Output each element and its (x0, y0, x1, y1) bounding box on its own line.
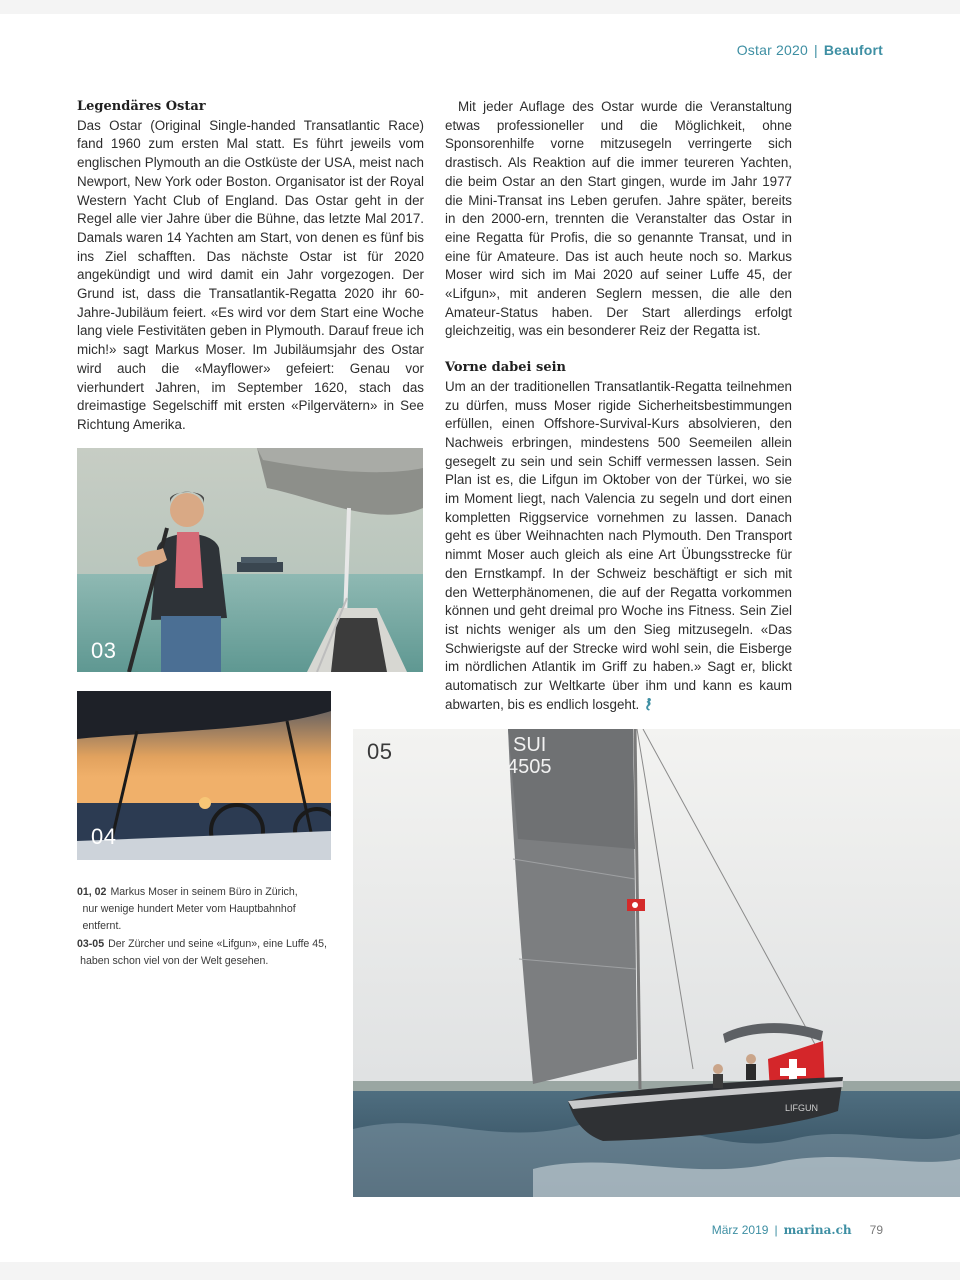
preparation-paragraph (445, 378, 792, 715)
sail-text-number: 4505 (507, 756, 552, 778)
header-separator: | (813, 42, 818, 58)
caption-line: Der Zürcher und seine «Lifgun», eine Luffe 45, (108, 938, 327, 950)
caption-line: entfernt. (82, 920, 122, 932)
caption-03-05 (77, 936, 339, 970)
heading-legendaeres-ostar: Legendäres Ostar (77, 99, 206, 114)
ostar-history-paragraph: Das Ostar (Original Single-handed Transatlantic Race) fand 1960 zum ersten Mal statt. Es führt jeweils vom englischen Plymouth an die Ostküste der USA, meist nach Newport, New York oder Boston. Organisator ist der Royal Western Yacht Club of England. Das Ostar geht in der Regel alle vier Jahre über die Bühne, das letzte Mal 2017. Damals waren 14 Yachten am Start, von denen es fünf bis ins Ziel schafften. Das nächste Ostar ist für 2020 angekündigt und wird damit ein Jahr vorgezogen. Der Grund ist, dass die Transatlantik-Regatta 2020 ihr 60-Jahre-Jubiläum feiert. «Es wird vor dem Start eine Woche lang viele Festivitäten geben in Plymouth. Darauf freue ich mich!» sagt Markus Moser. Im Jubiläumsjahr des Ostar wird auch die «Mayflower» gefeiert: Genau vor vierhundert Jahren, im September 1620, stach das dreimastige Segelschiff mit ersten «Pilgervätern» in See Richtung Amerika. (77, 117, 424, 432)
page-edge-top (0, 0, 960, 14)
caption-01-02 (77, 884, 339, 935)
photo-03-number: 03 (91, 638, 117, 663)
professionalisation-paragraph: Mit jeder Auflage des Ostar wurde die Veranstaltung etwas professioneller und die Möglichkeit, ohne Sponsorenhilfe vorne mitzusegeln verringerte sich drastisch. Als Reaktion auf die immer teureren Yachten, die beim Ostar an den Start gingen, wurde im Jahr 1977 die Mini-Transat ins Leben gerufen. Jahre später, bereits in den 2000-ern, trennten die Veranstalter das Ostar in eine Regatta für Profis, die so genannte Transat, und in eine für Amateure. Das ist auch heute noch so. Markus Moser wird sich im Mai 2020 auf seiner Luffe 45, der «Lifgun», mit anderen Seglern messen, die alle den Amateur-Status haben. Der Start allerdings erfolgt gleichzeitig, was ein besonderer Reiz der Regatta ist. (445, 99, 792, 339)
caption-number: 03-05 (77, 938, 105, 950)
photo-05-lifgun-sailing (353, 729, 960, 1197)
page-edge-bottom (0, 1262, 960, 1280)
caption-line: Markus Moser in seinem Büro in Zürich, (110, 886, 298, 898)
photo-04-sunset (77, 691, 331, 860)
page-number: 79 (869, 1223, 883, 1237)
caption-number: 01, 02 (77, 886, 107, 898)
photo-05-illustration (353, 729, 960, 1197)
photo-04-number: 04 (91, 824, 117, 849)
heading-vorne-dabei-sein: Vorne dabei sein (445, 360, 566, 376)
issue-date: März 2019 (711, 1223, 769, 1237)
photo-captions (77, 884, 339, 971)
brand-label: Beaufort (823, 42, 883, 58)
preparation-text: Um an der traditionellen Transatlantik-Regatta teilnehmen zu dürfen, muss Moser rigide Sicherheitsbestimmungen erfüllen, einen Offshore-Survival-Kurs absolvieren, den Nachweis erbringen, mindestens 500 Seemeilen allein gesegelt zu sein und sein Schiff vermessen lassen. Sein Plan ist es, die Lifgun im Oktober von der Türkei, wo sie im Moment liegt, nach Valencia zu segeln und dort einen kompletten Riggservice vornehmen zu lassen. Danach geht es über Weihnachten nach Plymouth. Den Transport nimmt Moser auch gleich als eine Art Übungsstrecke für den Ernstkampf. In der Schweiz beschäftigt er sich mit den Wetterphänomenen, die auf der Regatta vorkommen können und geht dreimal pro Woche ins Fitness. Sein Ziel ist nichts weniger als um den Sieg mitzusegeln. «Das Schwierigste auf der Strecke wird wohl sein, die Eisberge im nördlichen Atlantik im Griff zu haben.» Sagt er, blickt automatisch zur Weltkarte über ihm und kann es kaum abwarten, bis es endlich losgeht. (445, 378, 792, 712)
page-footer (712, 1223, 883, 1237)
left-column (77, 98, 424, 435)
right-column (445, 98, 792, 715)
hull-name: LIFGUN (785, 1103, 819, 1113)
caption-line: haben schon viel von der Welt gesehen. (80, 955, 269, 967)
site-name: marina.ch (783, 1223, 852, 1237)
photo-03-illustration (77, 448, 423, 672)
seahorse-end-icon (643, 697, 653, 711)
photo-05-number: 05 (367, 739, 393, 764)
running-head (737, 42, 883, 58)
footer-separator: | (774, 1223, 778, 1237)
sail-text-sui: SUI (513, 734, 547, 756)
caption-line: nur wenige hundert Meter vom Hauptbahnhof (82, 903, 296, 915)
section-label: Ostar 2020 (736, 42, 808, 58)
photo-03-bow (77, 448, 423, 672)
